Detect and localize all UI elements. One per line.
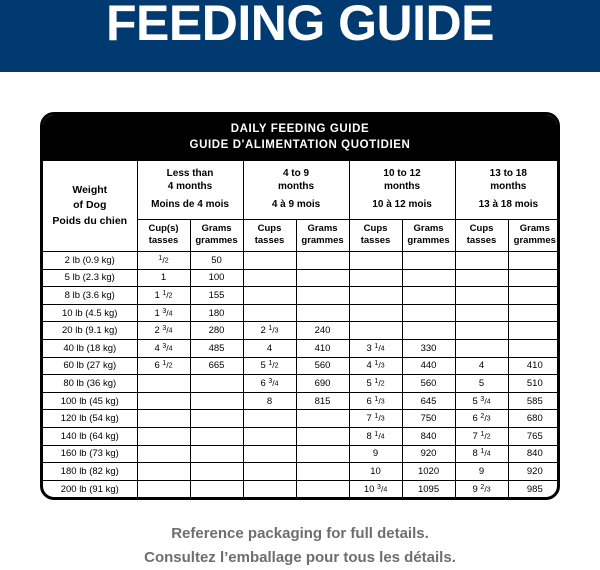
row-weight-label: 40 lb (18 kg) [43, 340, 137, 358]
cell-c2: 2 $^1/_3$ [243, 322, 296, 340]
cell-g2 [296, 304, 349, 322]
age-group-header-0 [137, 161, 243, 219]
cell-c4 [455, 287, 508, 305]
table-row [43, 427, 560, 445]
cell-g3: 560 [402, 375, 455, 393]
age-group-header-3 [455, 161, 560, 219]
cell-c2 [243, 304, 296, 322]
cell-g4 [508, 287, 560, 305]
age-group-2-en2: months [383, 181, 421, 193]
table-body [43, 252, 560, 498]
cell-c1 [137, 410, 190, 428]
unit-header-4-en: Cups [363, 223, 388, 235]
row-weight-label: 140 lb (64 kg) [43, 427, 137, 445]
cell-c1: 1 [137, 269, 190, 287]
card-header-fr: GUIDE D'ALIMENTATION QUOTIDIEN [189, 138, 411, 151]
cell-g4: 840 [508, 445, 560, 463]
table-row [43, 463, 560, 481]
age-group-3-fr: 13 à 18 mois [478, 198, 539, 210]
unit-header-0-fr: tasses [148, 235, 179, 247]
cell-g2: 690 [296, 375, 349, 393]
cell-g3 [402, 304, 455, 322]
cell-c3 [349, 252, 402, 270]
cell-g1: 100 [190, 269, 243, 287]
age-group-1-fr: 4 à 9 mois [271, 198, 321, 210]
cell-c1: 1 $^1/_2$ [137, 287, 190, 305]
cell-g3 [402, 287, 455, 305]
cell-c4: 7 $^1/_2$ [455, 427, 508, 445]
table-row [43, 410, 560, 428]
cell-g1: 155 [190, 287, 243, 305]
cell-c1 [137, 427, 190, 445]
table-row [43, 357, 560, 375]
footer-note [0, 500, 600, 570]
age-group-0-fr: Moins de 4 mois [151, 198, 229, 210]
cell-c4: 9 [455, 463, 508, 481]
cell-c3 [349, 304, 402, 322]
cell-c3 [349, 269, 402, 287]
table-head [43, 161, 560, 252]
unit-header-6-en: Cups [469, 223, 494, 235]
cell-c3: 10 [349, 463, 402, 481]
cell-g1: 180 [190, 304, 243, 322]
unit-header-2 [243, 219, 296, 251]
age-group-0-en2: 4 months [167, 181, 213, 193]
card-header [43, 115, 557, 161]
cell-g3: 840 [402, 427, 455, 445]
unit-header-6 [455, 219, 508, 251]
unit-header-7-fr: grammes [513, 235, 556, 247]
cell-c1 [137, 445, 190, 463]
cell-g2 [296, 410, 349, 428]
table-row [43, 392, 560, 410]
cell-g4: 920 [508, 463, 560, 481]
cell-g1 [190, 445, 243, 463]
cell-c2 [243, 287, 296, 305]
cell-c2: 8 [243, 392, 296, 410]
page-title: FEEDING GUIDE [106, 0, 494, 51]
cell-g4: 510 [508, 375, 560, 393]
cell-c2 [243, 252, 296, 270]
table-row [43, 269, 560, 287]
age-group-header-2 [349, 161, 455, 219]
cell-g3: 440 [402, 357, 455, 375]
age-group-3-en1: 13 to 18 [489, 168, 527, 180]
cell-c2: 6 $^3/_4$ [243, 375, 296, 393]
unit-header-3 [296, 219, 349, 251]
cell-g1 [190, 392, 243, 410]
cell-c1 [137, 392, 190, 410]
cell-g4: 765 [508, 427, 560, 445]
age-group-header-1 [243, 161, 349, 219]
unit-header-2-en: Cups [257, 223, 282, 235]
unit-header-0-en: Cup(s) [148, 223, 179, 235]
cell-g2 [296, 269, 349, 287]
cell-c4 [455, 304, 508, 322]
table-row [43, 252, 560, 270]
cell-g4: 410 [508, 357, 560, 375]
table-row [43, 375, 560, 393]
cell-c4 [455, 269, 508, 287]
cell-c2 [243, 445, 296, 463]
cell-c4: 6 $^2/_3$ [455, 410, 508, 428]
cell-g1 [190, 463, 243, 481]
unit-header-0 [137, 219, 190, 251]
cell-g2 [296, 463, 349, 481]
cell-c2 [243, 410, 296, 428]
cell-c2 [243, 480, 296, 497]
cell-g3: 330 [402, 340, 455, 358]
footer-note-en: Reference packaging for full details. [171, 525, 429, 543]
age-group-2-fr: 10 à 12 mois [372, 198, 432, 210]
footer-note-fr: Consultez l’emballage pour tous les détails. [144, 549, 456, 567]
weight-header-fr: Poids du chien [52, 214, 128, 227]
cell-g2: 815 [296, 392, 349, 410]
row-weight-label: 2 lb (0.9 kg) [43, 252, 137, 270]
cell-c4: 4 [455, 357, 508, 375]
unit-header-5-en: Grams [413, 223, 444, 235]
cell-c3 [349, 322, 402, 340]
weight-header-line2: of Dog [73, 199, 107, 212]
cell-g2: 240 [296, 322, 349, 340]
cell-g3 [402, 322, 455, 340]
feeding-guide-table [43, 161, 560, 497]
cell-c2: 4 [243, 340, 296, 358]
unit-header-1-fr: grammes [195, 235, 238, 247]
cell-c1 [137, 463, 190, 481]
cell-g3: 750 [402, 410, 455, 428]
cell-g1 [190, 410, 243, 428]
unit-header-4 [349, 219, 402, 251]
cell-g3: 1095 [402, 480, 455, 497]
feeding-table-area [0, 72, 600, 500]
cell-g2 [296, 445, 349, 463]
cell-c3: 9 [349, 445, 402, 463]
cell-c2 [243, 269, 296, 287]
cell-c1 [137, 480, 190, 497]
age-group-3-en2: months [490, 181, 527, 193]
unit-header-3-en: Grams [307, 223, 338, 235]
cell-g4: 985 [508, 480, 560, 497]
unit-header-3-fr: grammes [301, 235, 344, 247]
cell-c4: 5 [455, 375, 508, 393]
unit-header-5 [402, 219, 455, 251]
cell-g1: 280 [190, 322, 243, 340]
cell-g4 [508, 269, 560, 287]
cell-c3: 4 $^1/_3$ [349, 357, 402, 375]
unit-header-6-fr: tasses [466, 235, 497, 247]
cell-g3 [402, 269, 455, 287]
cell-c2: 5 $^1/_2$ [243, 357, 296, 375]
cell-c3: 5 $^1/_2$ [349, 375, 402, 393]
cell-g3 [402, 252, 455, 270]
row-weight-label: 200 lb (91 kg) [43, 480, 137, 497]
age-group-1-en1: 4 to 9 [282, 168, 310, 180]
cell-c1: 6 $^1/_2$ [137, 357, 190, 375]
row-weight-label: 100 lb (45 kg) [43, 392, 137, 410]
unit-header-7-en: Grams [519, 223, 550, 235]
row-weight-label: 120 lb (54 kg) [43, 410, 137, 428]
row-weight-label: 160 lb (73 kg) [43, 445, 137, 463]
cell-g4 [508, 304, 560, 322]
cell-g1: 485 [190, 340, 243, 358]
weight-header-line1: Weight [72, 184, 108, 197]
page-banner [0, 0, 600, 72]
cell-g4 [508, 322, 560, 340]
cell-c4: 8 $^1/_4$ [455, 445, 508, 463]
cell-g2: 410 [296, 340, 349, 358]
table-row [43, 445, 560, 463]
age-group-1-en2: months [277, 181, 315, 193]
cell-c3 [349, 287, 402, 305]
cell-c4: 9 $^2/_3$ [455, 480, 508, 497]
cell-g1 [190, 427, 243, 445]
cell-c3: 7 $^1/_3$ [349, 410, 402, 428]
cell-g1 [190, 375, 243, 393]
cell-c1: $^1/_2$ [137, 252, 190, 270]
row-weight-label: 180 lb (82 kg) [43, 463, 137, 481]
age-group-0-en1: Less than [166, 168, 214, 180]
unit-header-1 [190, 219, 243, 251]
cell-c3: 10 $^3/_4$ [349, 480, 402, 497]
header-row-agegroups [43, 161, 560, 219]
row-weight-label: 20 lb (9.1 kg) [43, 322, 137, 340]
cell-c1: 1 $^3/_4$ [137, 304, 190, 322]
cell-c3: 8 $^1/_4$ [349, 427, 402, 445]
age-group-2-en1: 10 to 12 [383, 168, 421, 180]
cell-c1: 4 $^3/_4$ [137, 340, 190, 358]
cell-g2 [296, 287, 349, 305]
row-weight-label: 10 lb (4.5 kg) [43, 304, 137, 322]
cell-c4 [455, 252, 508, 270]
unit-header-1-en: Grams [201, 223, 232, 235]
table-row [43, 340, 560, 358]
cell-c1 [137, 375, 190, 393]
unit-header-2-fr: tasses [254, 235, 285, 247]
cell-g4: 585 [508, 392, 560, 410]
cell-g1 [190, 480, 243, 497]
table-row [43, 287, 560, 305]
cell-g4 [508, 340, 560, 358]
cell-g4 [508, 252, 560, 270]
cell-g2 [296, 252, 349, 270]
cell-g3: 920 [402, 445, 455, 463]
cell-c2 [243, 463, 296, 481]
cell-g4: 680 [508, 410, 560, 428]
table-row [43, 322, 560, 340]
cell-g2: 560 [296, 357, 349, 375]
cell-c4 [455, 340, 508, 358]
table-row [43, 304, 560, 322]
row-weight-label: 60 lb (27 kg) [43, 357, 137, 375]
cell-g1: 50 [190, 252, 243, 270]
cell-g1: 665 [190, 357, 243, 375]
unit-header-7 [508, 219, 560, 251]
cell-c2 [243, 427, 296, 445]
cell-g3: 645 [402, 392, 455, 410]
cell-g2 [296, 480, 349, 497]
cell-c3: 3 $^1/_4$ [349, 340, 402, 358]
row-weight-label: 5 lb (2.3 kg) [43, 269, 137, 287]
cell-c1: 2 $^3/_4$ [137, 322, 190, 340]
cell-c4: 5 $^3/_4$ [455, 392, 508, 410]
table-row [43, 480, 560, 497]
weight-of-dog-header [43, 161, 137, 252]
card-header-en: DAILY FEEDING GUIDE [230, 123, 370, 135]
cell-c3: 6 $^1/_3$ [349, 392, 402, 410]
row-weight-label: 8 lb (3.6 kg) [43, 287, 137, 305]
cell-g3: 1020 [402, 463, 455, 481]
cell-c4 [455, 322, 508, 340]
cell-g2 [296, 427, 349, 445]
unit-header-4-fr: tasses [360, 235, 391, 247]
row-weight-label: 80 lb (36 kg) [43, 375, 137, 393]
feeding-guide-card [40, 112, 560, 500]
unit-header-5-fr: grammes [407, 235, 450, 247]
